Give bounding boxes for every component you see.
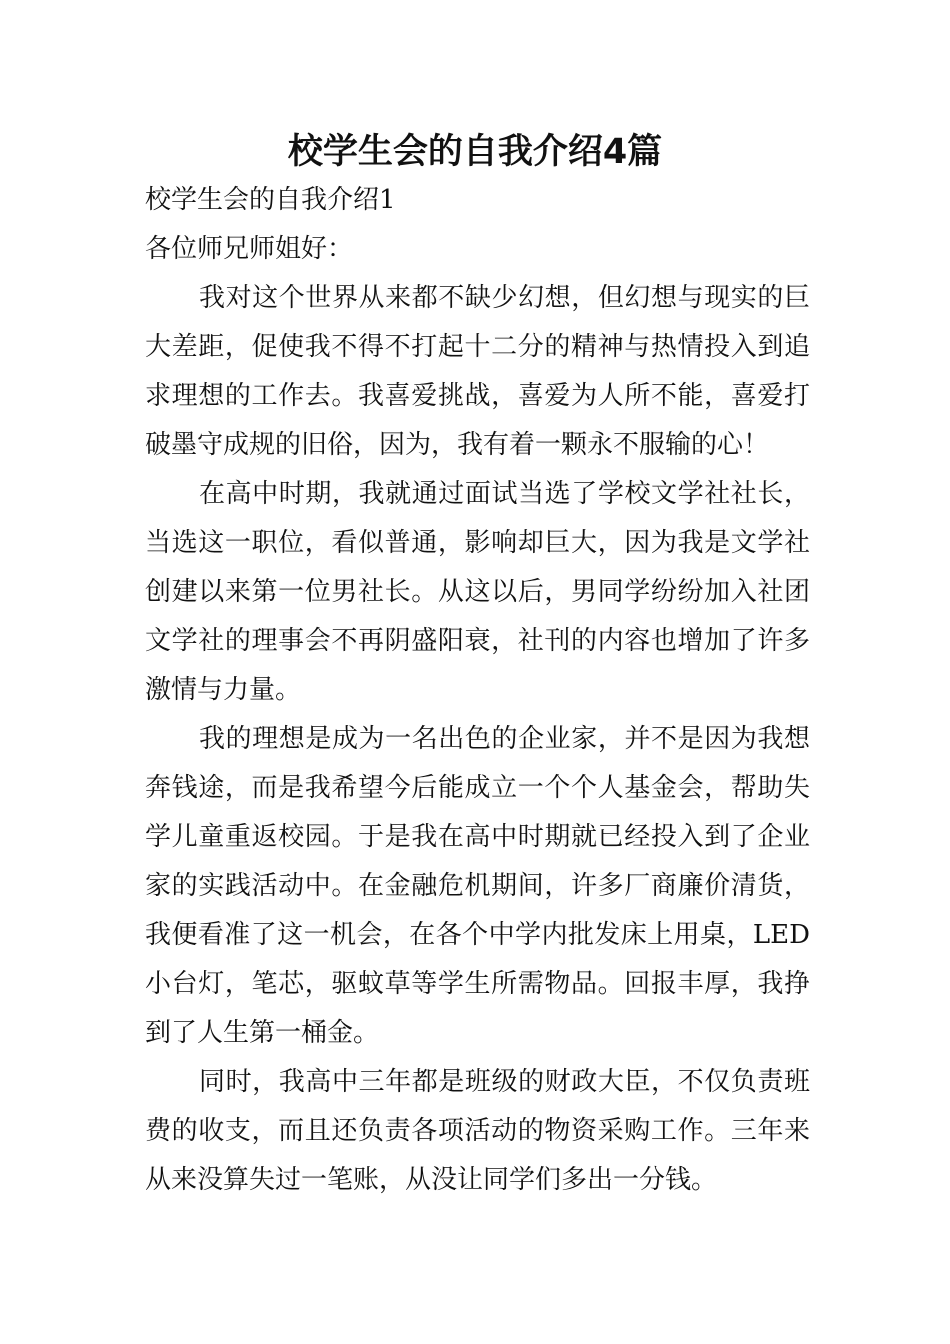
paragraph-4: 同时，我高中三年都是班级的财政大臣，不仅负责班费的收支，而且还负责各项活动的物资采购工作。三年来从来没算失过一笔账，从没让同学们多出一分钱。: [145, 1067, 810, 1195]
paragraph-2: 在高中时期，我就通过面试当选了学校文学社社长，当选这一职位，看似普通，影响却巨大，因为我是文学社创建以来第一位男社长。从这以后，男同学纷纷加入社团文学社的理事会不再阴盛阳衰，社刊的内容也增加了许多激情与力量。: [145, 479, 810, 705]
greeting: 各位师兄师姐好：: [145, 234, 354, 264]
paragraph-1: 我对这个世界从来都不缺少幻想，但幻想与现实的巨大差距，促使我不得不打起十二分的精神与热情投入到追求理想的工作去。我喜爱挑战，喜爱为人所不能，喜爱打破墨守成规的旧俗，因为，我有着一颗永不服输的心！: [145, 283, 810, 460]
document-body: [145, 176, 810, 1205]
paragraph-3: 我的理想是成为一名出色的企业家，并不是因为我想奔钱途，而是我希望今后能成立一个个人基金会，帮助失学儿童重返校园。于是我在高中时期就已经投入到了企业家的实践活动中。在金融危机期间，许多厂商廉价清货，我便看准了这一机会，在各个中学内批发床上用桌，LED小台灯，笔芯，驱蚊草等学生所需物品。回报丰厚，我挣到了人生第一桶金。: [145, 724, 810, 1048]
section-heading: 校学生会的自我介绍1: [145, 185, 396, 215]
document-title: 校学生会的自我介绍4篇: [287, 132, 663, 172]
